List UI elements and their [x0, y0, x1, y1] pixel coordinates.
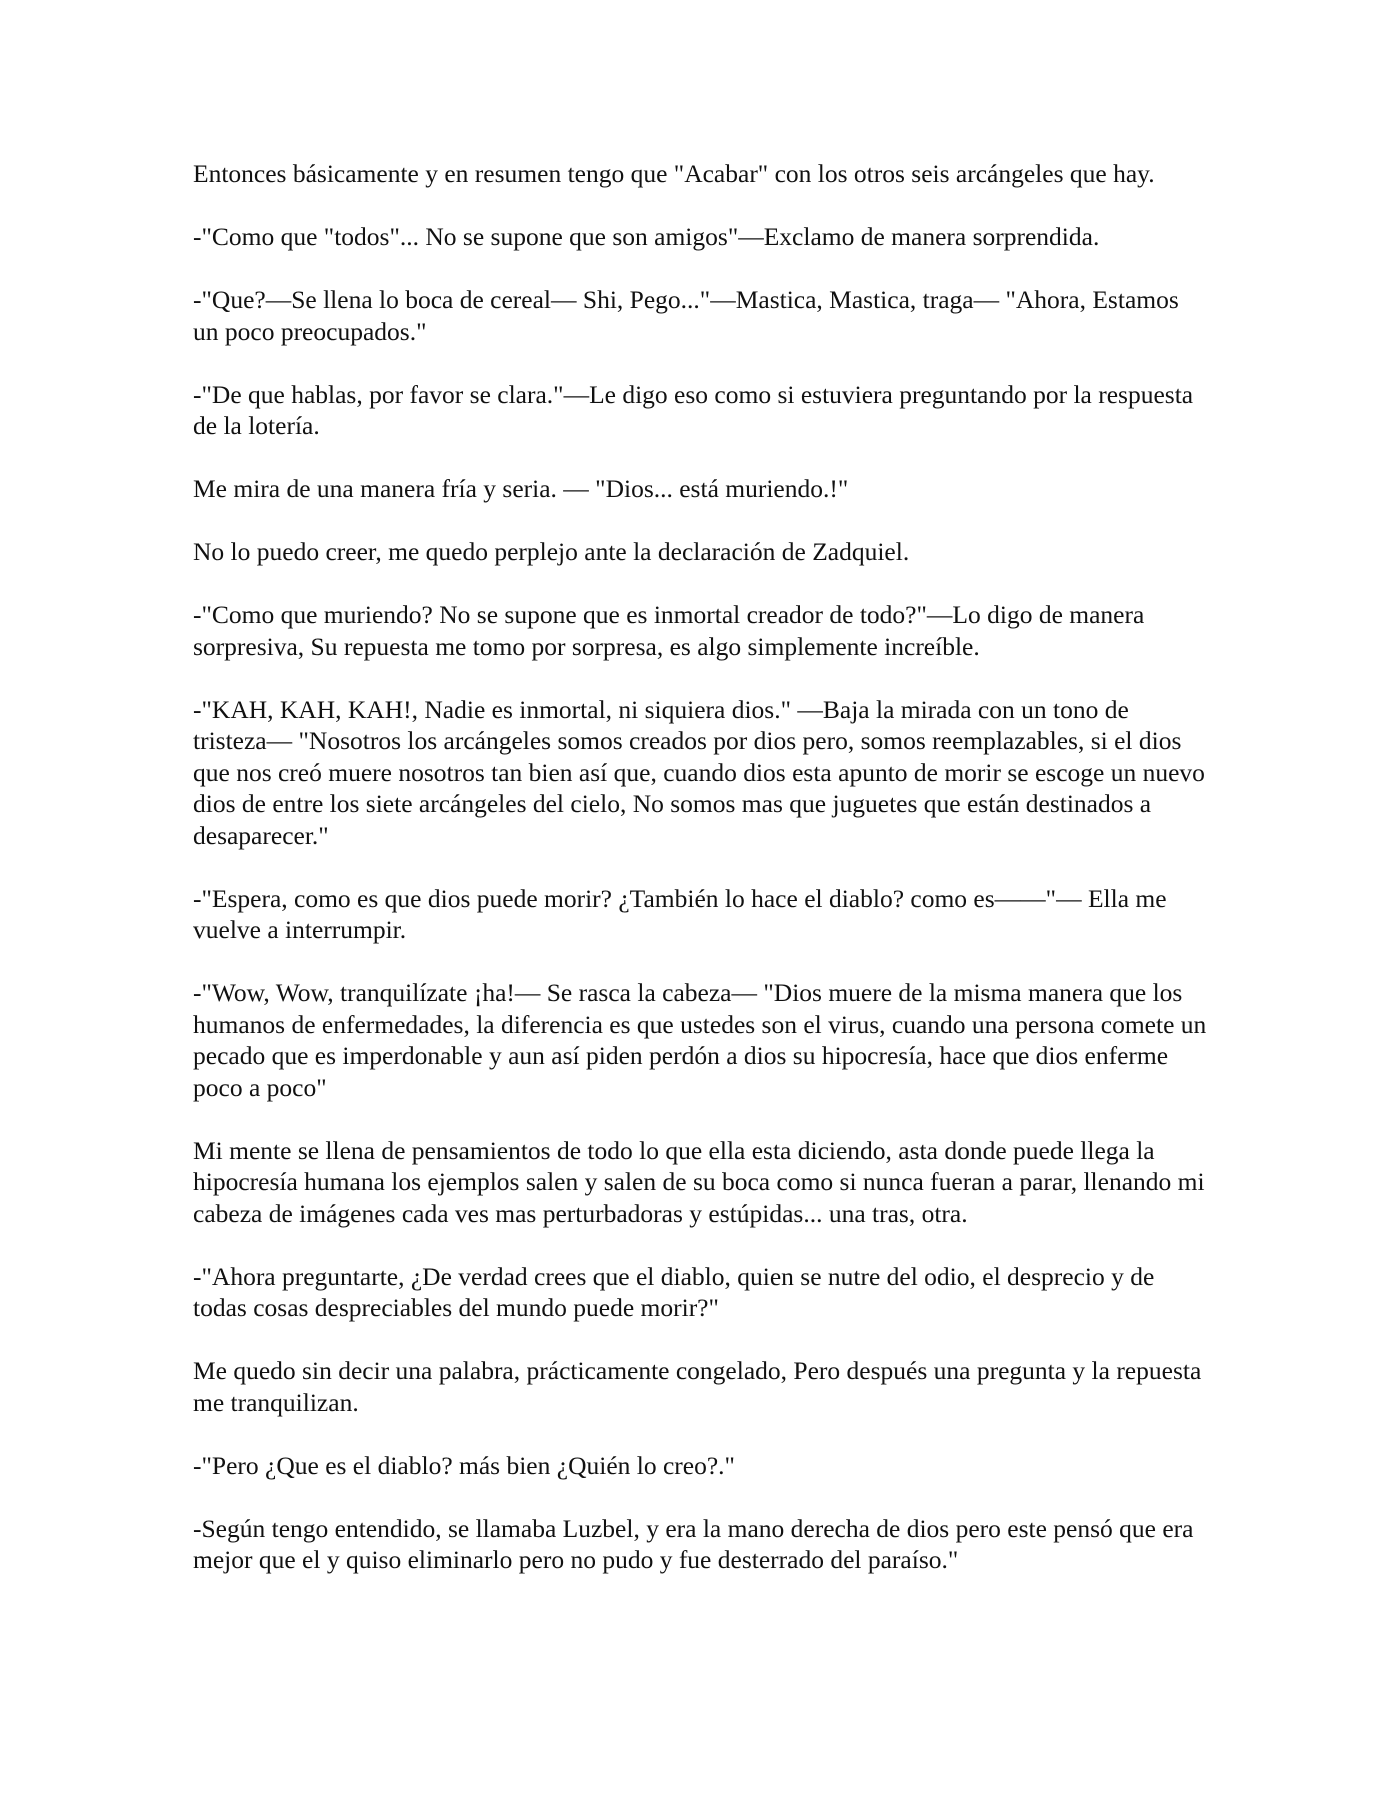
- paragraph: -"De que hablas, por favor se clara."—Le digo eso como si estuviera preguntando por la respuesta de la lotería.: [193, 379, 1194, 440]
- paragraph: No lo puedo creer, me quedo perplejo ante la declaración de Zadquiel.: [193, 537, 910, 566]
- paragraph: -"Que?—Se llena lo boca de cereal— Shi, Pego..."—Mastica, Mastica, traga— "Ahora, Estamos un poco preocupados.": [193, 285, 1179, 346]
- paragraph: -Según tengo entendido, se llamaba Luzbel, y era la mano derecha de dios pero este pensó que era mejor que el y quiso eliminarlo pero no pudo y fue desterrado del paraíso.": [193, 1513, 1194, 1574]
- paragraph: Me mira de una manera fría y seria. — "Dios... está muriendo.!": [193, 474, 849, 503]
- paragraph: Mi mente se llena de pensamientos de todo lo que ella esta diciendo, asta donde puede llega la hipocresía humana los ejemplos salen y salen de su boca como si nunca fueran a parar, llenando mi cabeza de imágenes cada ves mas perturbadoras y estúpidas... una tras, otra.: [193, 1135, 1205, 1228]
- paragraph: -"KAH, KAH, KAH!, Nadie es inmortal, ni siquiera dios." —Baja la mirada con un tono de tristeza— "Nosotros los arcángeles somos creados por dios pero, somos reemplazables, si el dios que nos creó muere nosotros tan bien así que, cuando dios esta apunto de morir se escoge un nuevo dios de entre los siete arcángeles del cielo, No somos mas que juguetes que están destinados a desaparecer.": [193, 694, 1205, 850]
- paragraph: -"Como que muriendo? No se supone que es inmortal creador de todo?"—Lo digo de manera sorpresiva, Su repuesta me tomo por sorpresa, es algo simplemente increíble.: [193, 600, 1145, 661]
- paragraph: -"Como que "todos"... No se supone que son amigos"—Exclamo de manera sorprendida.: [193, 222, 1100, 251]
- paragraph: Entonces básicamente y en resumen tengo que "Acabar" con los otros seis arcángeles que hay.: [193, 159, 1155, 188]
- paragraph: -"Pero ¿Que es el diablo? más bien ¿Quién lo creo?.": [193, 1450, 735, 1480]
- paragraph: Me quedo sin decir una palabra, prácticamente congelado, Pero después una pregunta y la repuesta me tranquilizan.: [193, 1356, 1202, 1417]
- paragraph: -"Wow, Wow, tranquilízate ¡ha!— Se rasca la cabeza— "Dios muere de la misma manera que los humanos de enfermedades, la diferencia es que ustedes son el virus, cuando una persona comete un pecado que es imperdonable y aun así piden perdón a dios su hipocresía, hace que dios enferme poco a poco": [193, 978, 1207, 1102]
- document-body: [193, 158, 1208, 1607]
- paragraph: -"Espera, como es que dios puede morir? ¿También lo hace el diablo? como es——"— Ella me vuelve a interrumpir.: [193, 883, 1167, 944]
- paragraph: -"Ahora preguntarte, ¿De verdad crees que el diablo, quien se nutre del odio, el desprecio y de todas cosas despreciables del mundo puede morir?": [193, 1261, 1155, 1322]
